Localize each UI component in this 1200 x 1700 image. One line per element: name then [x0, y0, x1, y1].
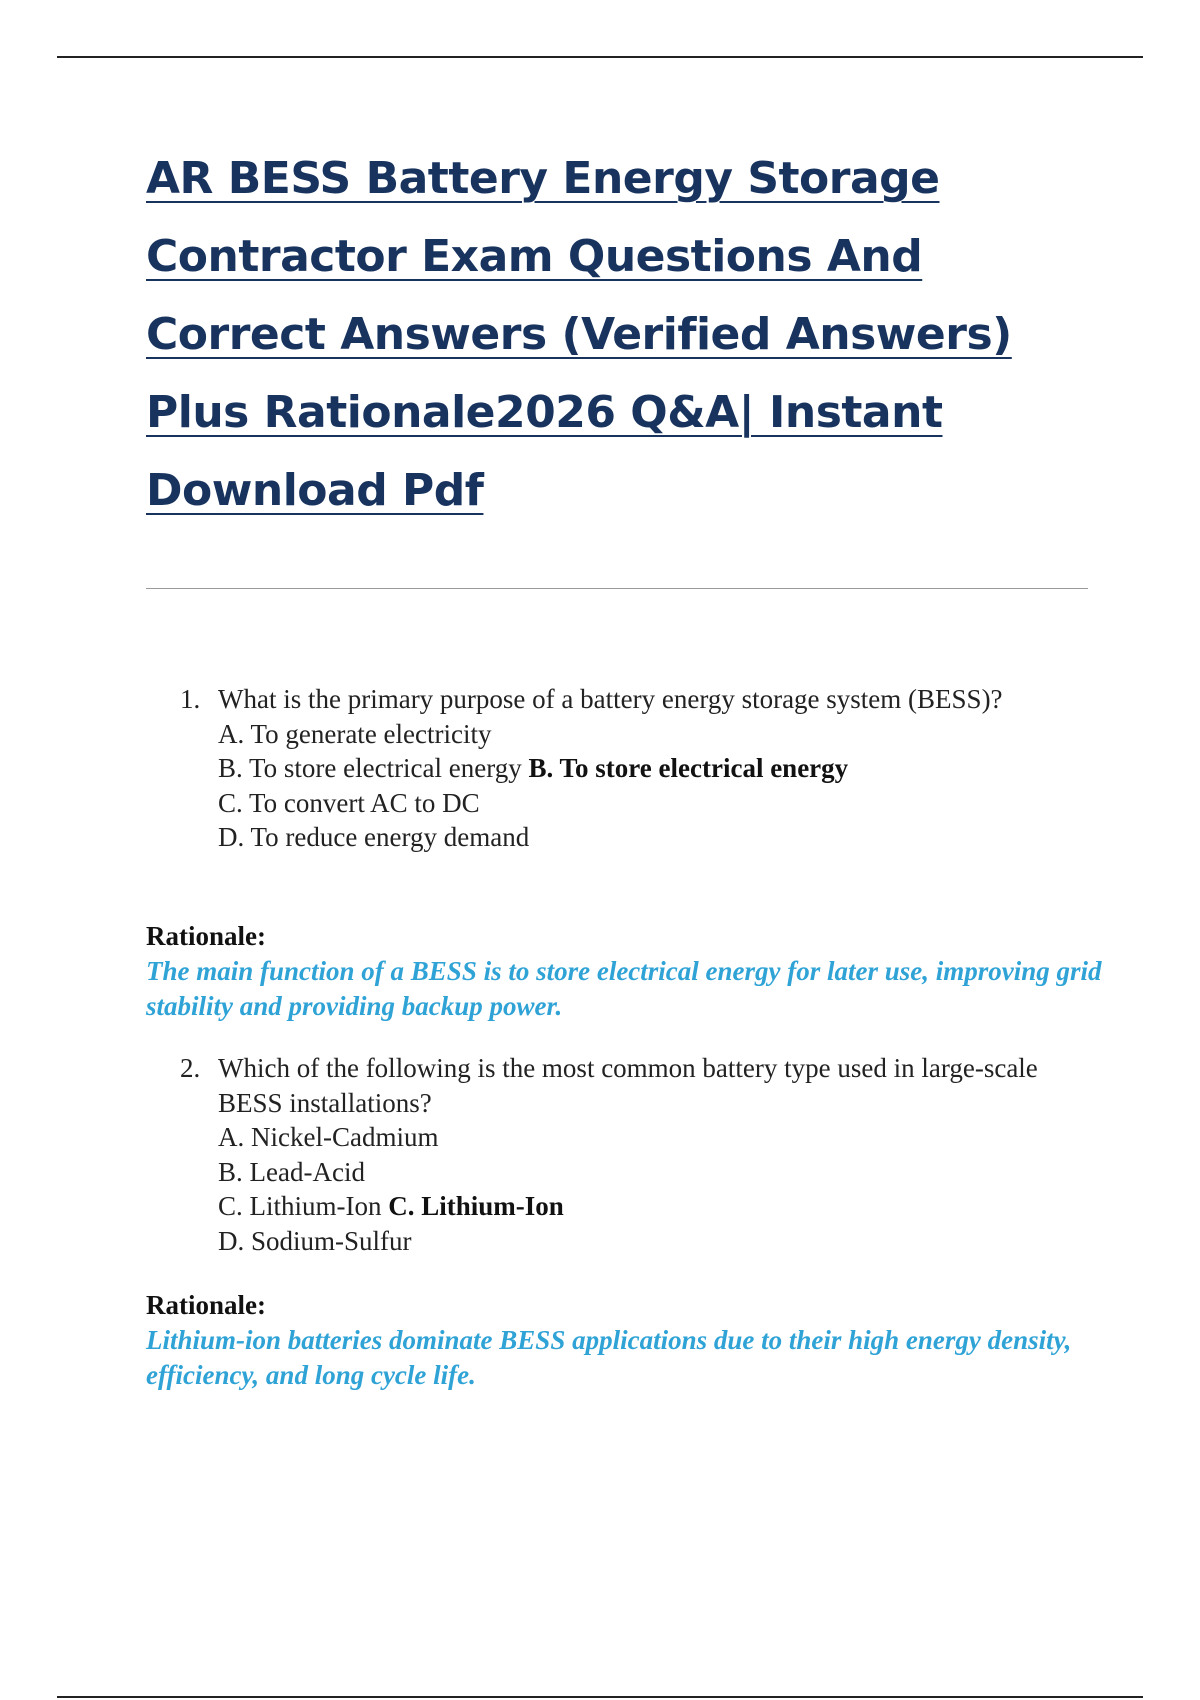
question-2	[180, 1051, 1100, 1258]
option-a: A. Nickel-Cadmium	[218, 1122, 439, 1152]
option-b-text: B. To store electrical energy	[218, 753, 522, 783]
rationale-1	[146, 918, 1106, 1023]
question-text: Which of the following is the most common battery type used in large-scale BESS installations?	[218, 1053, 1038, 1118]
rationale-label: Rationale:	[146, 1290, 266, 1320]
option-a: A. To generate electricity	[218, 718, 492, 749]
question-text: What is the primary purpose of a battery energy storage system (BESS)?	[218, 684, 1003, 714]
option-c	[218, 1189, 1100, 1224]
question-1	[180, 682, 1100, 855]
option-d: D. Sodium-Sulfur	[218, 1225, 412, 1256]
rationale-label: Rationale:	[146, 921, 266, 951]
option-b	[218, 751, 1100, 786]
document-title: AR BESS Battery Energy Storage Contractor Exam Questions And Correct Answers (Verified Answers) Plus Rationale2026 Q&A| Instant Download Pdf	[146, 153, 1012, 516]
option-b: B. Lead-Acid	[218, 1156, 365, 1187]
option-d: D. To reduce energy demand	[218, 822, 530, 852]
correct-answer: B. To store electrical energy	[528, 753, 849, 783]
question-number: 1.	[180, 684, 201, 714]
section-divider	[146, 588, 1088, 589]
correct-answer: C. Lithium-Ion	[388, 1191, 564, 1221]
rationale-2	[146, 1287, 1106, 1392]
option-c: C. To convert AC to DC	[218, 787, 480, 818]
option-c-text: C. Lithium-Ion	[218, 1191, 382, 1221]
rationale-text: The main function of a BESS is to store electrical energy for later use, improving grid stability and providing backup power.	[146, 956, 1102, 1021]
rationale-text: Lithium-ion batteries dominate BESS applications due to their high energy density, efficiency, and long cycle life.	[146, 1325, 1072, 1390]
question-number: 2.	[180, 1053, 201, 1083]
top-rule	[57, 56, 1143, 58]
bottom-rule	[57, 1696, 1143, 1698]
